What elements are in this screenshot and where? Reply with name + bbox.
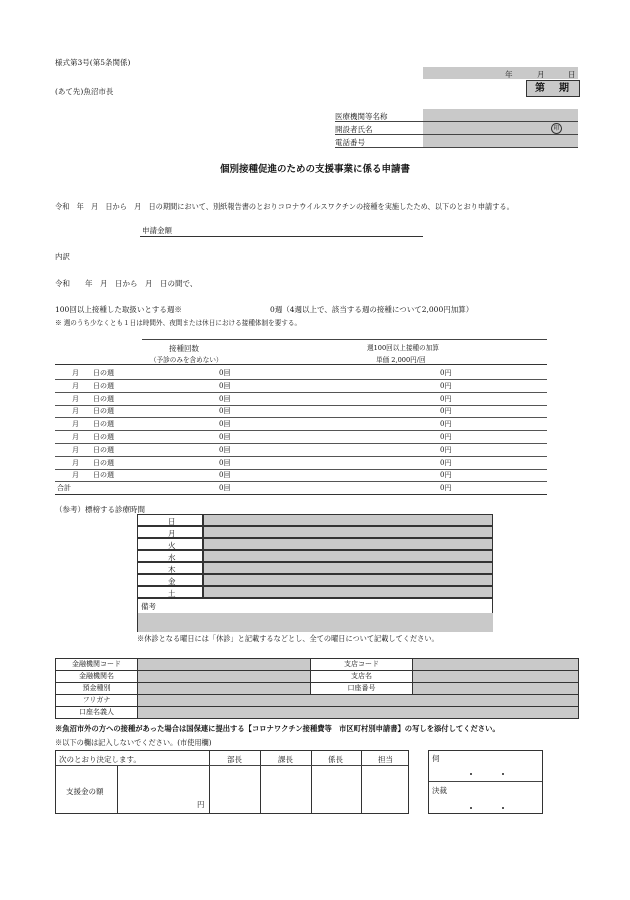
facility-name-label: 医療機関等名称 [335,112,388,121]
header-add-sub: 単価 2,000円/回 [376,356,426,364]
day-label: 日 [568,70,576,79]
week-count[interactable]: 0回 [219,407,231,416]
institution-name-field[interactable] [138,671,311,683]
total-row [55,481,547,495]
addressee: (あて先)魚沼市長 [55,87,114,96]
form-number: 様式第3号(第5条関係) [55,58,131,67]
header-add: 週100回以上接種の加算 [367,344,439,352]
week-amount: 0円 [440,394,452,403]
week-count[interactable]: 0回 [219,433,231,441]
office-use-table [55,750,409,814]
week-label: 月 日の週 [72,407,114,416]
holder-label: 口座名義人 [56,707,138,719]
support-amount-label: 支援金の額 [66,787,104,796]
remarks-box [137,598,493,632]
decision-date-dot [470,807,472,809]
amount-underline [140,236,423,237]
week-count[interactable]: 0回 [219,420,231,429]
week-count[interactable]: 0回 [219,394,231,403]
founder-name-label: 開設者氏名 [335,125,373,134]
header-count-sub: （予診のみを含めない） [150,356,223,364]
weekday-label [137,514,203,526]
weekday-text: 日 [168,517,176,526]
founder-name-field[interactable] [423,122,578,134]
weekday-hours-field[interactable] [203,550,493,562]
hours-title: （参考）標榜する診療時間 [55,505,145,514]
institution-code-field[interactable] [138,659,311,671]
seal-mark: 印 [551,123,562,134]
account-type-field[interactable] [138,683,311,695]
breakdown-label: 内訳 [55,252,70,261]
weekday-label [137,526,203,538]
weekday-text: 金 [168,577,176,586]
weekday-text: 木 [168,565,176,574]
week-label: 月 日の週 [72,381,114,390]
decide-label: 次のとおり決定します。 [59,755,141,764]
week-amount: 0円 [440,445,452,454]
week-amount: 0円 [440,471,452,480]
furigana-field[interactable] [138,695,579,707]
total-count: 0回 [219,484,231,492]
account-number-field[interactable] [413,683,579,695]
weekday-label [137,562,203,574]
yen-label: 円 [197,800,205,809]
weeks-value: 0週（4週以上で、該当する週の接種について2,000円加算） [270,305,474,314]
week-amount: 0円 [440,458,452,467]
account-number-label: 口座番号 [311,683,413,695]
total-amount: 0円 [440,484,452,492]
weekday-text: 火 [168,541,176,550]
intro-text: 令和 年 月 日から 月 日の期間において、別紙報告書のとおりコロナウイルスワクチンの接種を実施したため、以下のとおり申請する。 [55,202,514,211]
week-amount: 0円 [440,407,452,416]
phone-label: 電話番号 [335,138,365,147]
weekday-label [137,538,203,550]
weekday-label [137,550,203,562]
week-amount: 0円 [440,433,452,441]
weekday-label [137,586,203,598]
account-type-label: 預金種別 [56,683,138,695]
approver-staff: 担当 [378,755,393,764]
application-amount-label: 申請金額 [142,226,172,235]
hours-note: ※休診となる曜日には「休診」と記載するなどとし、全ての曜日について記載してください。 [137,634,439,643]
institution-code-label: 金融機関コード [56,659,138,671]
note-1: ※ 週のうち少なくとも１日は時間外、夜間または休日における接種体制を要する。 [55,319,302,327]
weekday-text: 月 [168,529,176,538]
week-count[interactable]: 0回 [219,458,231,467]
week-label: 月 日の週 [72,394,114,403]
week-count[interactable]: 0回 [219,471,231,480]
attachment-note: ※魚沼市外の方への接種があった場合は国保連に提出する【コロナワクチン接種費等 市区町村別申請書】の写しを添付してください。 [55,724,500,733]
weekday-hours-field[interactable] [203,574,493,586]
document-title: 個別接種促進のための支援事業に係る申請書 [219,164,410,175]
header-count: 接種回数 [169,344,199,353]
remarks-field[interactable] [138,613,493,632]
week-count[interactable]: 0回 [219,445,231,454]
week-label: 月 日の週 [72,420,114,429]
weekday-hours-field[interactable] [203,538,493,550]
week-label: 月 日の週 [72,445,114,454]
approver-section-chief: 課長 [278,755,293,764]
remarks-label: 備考 [141,602,156,611]
period-text: 令和 年 月 日から 月 日の間で、 [55,279,198,288]
branch-code-field[interactable] [413,659,579,671]
week-amount: 0円 [440,381,452,390]
month-label: 月 [537,70,545,79]
period-box[interactable]: 第 期 [526,80,580,97]
holder-field[interactable] [138,707,579,719]
branch-name-label: 支店名 [311,671,413,683]
branch-code-label: 支店コード [311,659,413,671]
decision-date-dot [502,807,504,809]
total-label: 合計 [57,484,71,492]
weekday-text: 土 [168,589,176,598]
week-label: 月 日の週 [72,433,114,441]
weekday-hours-field[interactable] [203,526,493,538]
phone-field[interactable] [423,135,578,147]
weekday-hours-field[interactable] [203,514,493,526]
furigana-label: フリガナ [56,695,138,707]
facility-name-field[interactable] [423,109,578,121]
week-label: 月 日の週 [72,471,114,480]
weekday-label [137,574,203,586]
week-count[interactable]: 0回 [219,369,231,377]
office-note: ※以下の欄は記入しないでください。(市使用欄) [55,738,212,747]
inquiry-date-dot [502,773,504,775]
institution-name-label: 金融機関名 [56,671,138,683]
week-amount: 0円 [440,420,452,429]
weeks-label: 100回以上接種した取扱いとする週※ [55,305,182,314]
approval-boxes [428,750,543,814]
weekday-hours-field[interactable] [203,586,493,598]
date-field[interactable] [423,67,578,79]
week-count[interactable]: 0回 [219,381,231,390]
inquiry-date-dot [470,773,472,775]
week-label: 月 日の週 [72,369,114,377]
year-label: 年 [505,70,513,79]
approver-subsection-chief: 係長 [328,755,343,764]
decision-label: 決裁 [432,786,447,795]
branch-name-field[interactable] [413,671,579,683]
approver-director: 部長 [227,755,242,764]
bank-table [55,658,579,719]
weekday-text: 水 [168,553,176,562]
weekday-hours-field[interactable] [203,562,493,574]
week-amount: 0円 [440,369,452,377]
week-label: 月 日の週 [72,458,114,467]
inquiry-label: 伺 [432,754,440,763]
